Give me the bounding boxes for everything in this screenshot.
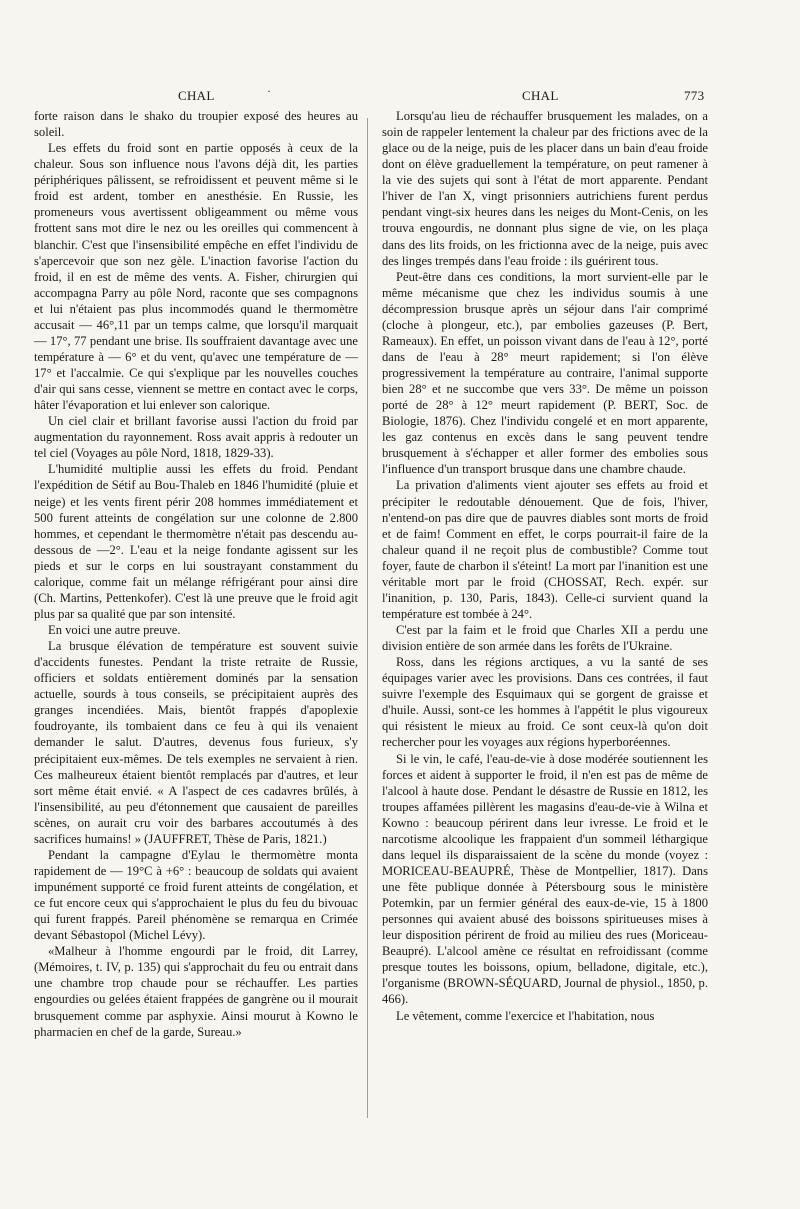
right-paragraph: La privation d'aliments vient ajouter ses effets au froid et précipiter le redoutable dénouement. Que de fois, l'hiver, n'entend-on pas dire que de pauvres diables sont morts de froid et de faim! Comment en effet, le corps pourrait-il faire de la chaleur quand il ne reçoit plus de combustible? Comme tout foyer, faute de charbon il s'éteint! La mort par l'inanition est une véritable mort par le froid (CHOSSAT, Rech. expér. sur l'inanition, p. 130, Paris, 1843). Celle-ci survient quand la température est tombée à 24°. xyxy=(382,478,708,621)
left-paragraph: Un ciel clair et brillant favorise aussi l'action du froid par augmentation du rayonnement. Ross avait appris à redouter un tel ciel (Voyages au pôle Nord, 1818, 1829-33). xyxy=(34,414,358,461)
left-paragraph: En voici une autre preuve. xyxy=(48,623,181,637)
left-column xyxy=(34,108,358,1040)
right-paragraph: Le vêtement, comme l'exercice et l'habitation, nous xyxy=(396,1008,655,1023)
right-paragraph: Lorsqu'au lieu de réchauffer brusquement les malades, on a soin de rappeler lentement la chaleur par des frictions avec de la glace ou de la neige, puis de les placer dans un bain d'eau froide dont on élève graduellement la température, on peut ramener à la vie des sujets qui sont à l'état de mort apparente. Pendant l'hiver de l'an X, vingt prisonniers autrichiens furent perdus pendant vingt-six heures dans les neiges du Mont-Cenis, on les trouva engourdis, ne donnant plus signe de vie, on les plaça dans des lits froids, on les frictionna avec de la neige, puis avec des linges trempés dans l'eau froide : ils guérirent tous. xyxy=(382,109,708,268)
left-paragraph: L'humidité multiplie aussi les effets du froid. Pendant l'expédition de Sétif au Bou-Thaleb en 1846 l'humidité (pluie et neige) et les vents firent périr 208 hommes immédiatement et 500 furent atteints de congélation sur une colonne de 2.800 hommes, et cependant le thermomètre n'était pas descendu au-dessous de —2°. L'eau et la neige fondante agissent sur les pieds et sur le corps en lui soustrayant constamment du calorique, comme fait un mélange réfrigérant pour ainsi dire (Ch. Martins, Pettenkofer). C'est là une preuve que le froid agit plus par sa qualité que par son intensité. xyxy=(34,462,358,621)
left-paragraph: forte raison dans le shako du troupier exposé des heures au soleil. xyxy=(34,109,358,140)
left-paragraph: Les effets du froid sont en partie opposés à ceux de la chaleur. Sous son influence nous l'avons déjà dit, les parties périphériques pâlissent, se refroidissent et peuvent même si le froid est ardent, tomber en anesthésie. En Russie, les promeneurs vous avertissent obligeamment ou même vous frottent sans mot dire le nez ou les oreilles qui commencent à blanchir. C'est que l'insensibilité empêche en effet l'individu de s'apercevoir que son nez gèle. L'inaction favorise l'action du froid, il en est de même des vents. A. Fisher, chirurgien qui accompagna Parry au pôle Nord, raconte que ses compagnons et lui n'étaient pas plus incommodés quand le thermomètre accusait — 46°,11 par un temps calme, que lorsqu'il marquait — 17°, 77 pendant une brise. Ils souffraient davantage avec une température à — 6° et du vent, qu'avec une température de — 17° et l'accalmie. Ce qui s'explique par les nouvelles couches d'air qui sans cesse, viennent se mettre en contact avec le corps, hâter l'évaporation et lui enlever son calorique. xyxy=(34,141,358,413)
right-paragraph: C'est par la faim et le froid que Charles XII a perdu une division entière de son armée dans les forêts de l'Ukraine. xyxy=(382,623,708,654)
running-head-left: CHAL xyxy=(178,88,215,103)
left-paragraph: La brusque élévation de température est souvent suivie d'accidents funestes. Pendant la triste retraite de Russie, officiers et soldats entièrement dominés par la sensation actuelle, sourds à tous conseils, se précipitaient auprès des granges incendiées. Mais, bientôt frappés d'apoplexie foudroyante, ils tombaient dans ce feu à qui ils venaient demander le salut. D'autres, devenus fous furieux, s'y précipitaient eux-mêmes. De tels exemples ne servaient à rien. Ces malheureux étaient bientôt remplacés par d'autres, et leur sort même était envié. « A l'aspect de ces cadavres brûlés, à l'insensibilité, au peu d'étonnement que causaient de pareilles scènes, on aurait cru voir des barbares accoutumés à des sacrifices humains! » (JAUFFRET, Thèse de Paris, 1821.) xyxy=(34,639,358,846)
column-divider xyxy=(367,118,368,1118)
page-number: 773 xyxy=(684,88,705,103)
running-head-right: CHAL xyxy=(522,88,559,103)
left-paragraph: «Malheur à l'homme engourdi par le froid, dit Larrey, (Mémoires, t. IV, p. 135) qui s'approchait du feu ou entrait dans une chambre trop chaude pour se réchauffer. Les parties engourdies ou gelées étaient frappées de gangrène ou il mourait brusquement comme par asphyxie. Ainsi mourut à Kowno le pharmacien en chef de la garde, Sureau.» xyxy=(34,944,358,1039)
right-paragraph: Ross, dans les régions arctiques, a vu la santé de ses équipages varier avec les provisions. Dans ces contrées, il faut suivre l'exemple des Esquimaux qui se gorgent de graisse et d'huile. Aussi, sont-ce les hommes à l'appétit le plus vigoureux qui résistent le mieux au froid. Ce sont ceux-là qu'on doit rechercher pour les voyages aux régions hyperboréennes. xyxy=(382,655,708,750)
right-paragraph: Si le vin, le café, l'eau-de-vie à dose modérée soutiennent les forces et aident à supporter le froid, il n'en est pas de même de l'alcool à haute dose. Pendant le désastre de Russie en 1812, les troupes affamées pillèrent les magasins d'eau-de-vie à Wilna et Kowno : beaucoup périrent dans leur ivresse. Le froid et le narcotisme alcoolique les frappaient d'un sommeil léthargique dans lequel ils disparaissaient de la scène du monde (voyez : MORICEAU-BEAUPRÉ, Thèse de Montpellier, 1817). Dans une fête publique donnée à Pétersbourg sous le ministère Potemkin, par un fermier général des eaux-de-vie, 15 à 1800 personnes qui avaient abusé des boissons spiritueuses mises à leur disposition périrent de froid au milieu des rues (Moriceau-Beaupré). L'alcool amène ce résultat en refroidissant (comme presque toutes les boissons, opium, belladone, digitale, etc.), l'organisme (BROWN-SÉQUARD, Journal de physiol., 1850, p. 466). xyxy=(382,751,708,1007)
right-column xyxy=(382,108,708,1024)
header-dot: · xyxy=(267,84,272,98)
left-paragraph: Pendant la campagne d'Eylau le thermomètre monta rapidement de — 19°C à +6° : beaucoup de soldats qui avaient impunément supporté ce froid furent atteints de congélation, et ce fut encore ceux qui s'approchaient le plus du feu du bivouac qui furent frappés. Pareil phénomène se remarqua en Crimée devant Sébastopol (Michel Lévy). xyxy=(34,847,358,943)
right-paragraph: Peut-être dans ces conditions, la mort survient-elle par le même mécanisme que chez les individus soumis à une décompression brusque après un séjour dans l'air comprimé (cloche à plongeur, etc.), par embolies gazeuses (P. Bert, Rameaux). En effet, un poisson vivant dans de l'eau à 12°, porté dans de l'eau à 28° meurt rapidement; si l'on élève progressivement la température au contraire, l'animal supporte bien 28° et ne succombe que vers 33°. De même un poisson porté de 28° à 12° meurt rapidement (P. BERT, Soc. de Biologie, 1876). Chez l'individu congelé et en mort apparente, les gaz contenus en excès dans le sang peuvent tendre brusquement à s'échapper et aller former des embolies sous l'influence d'un transport brusque dans une chambre chaude. xyxy=(382,269,708,477)
